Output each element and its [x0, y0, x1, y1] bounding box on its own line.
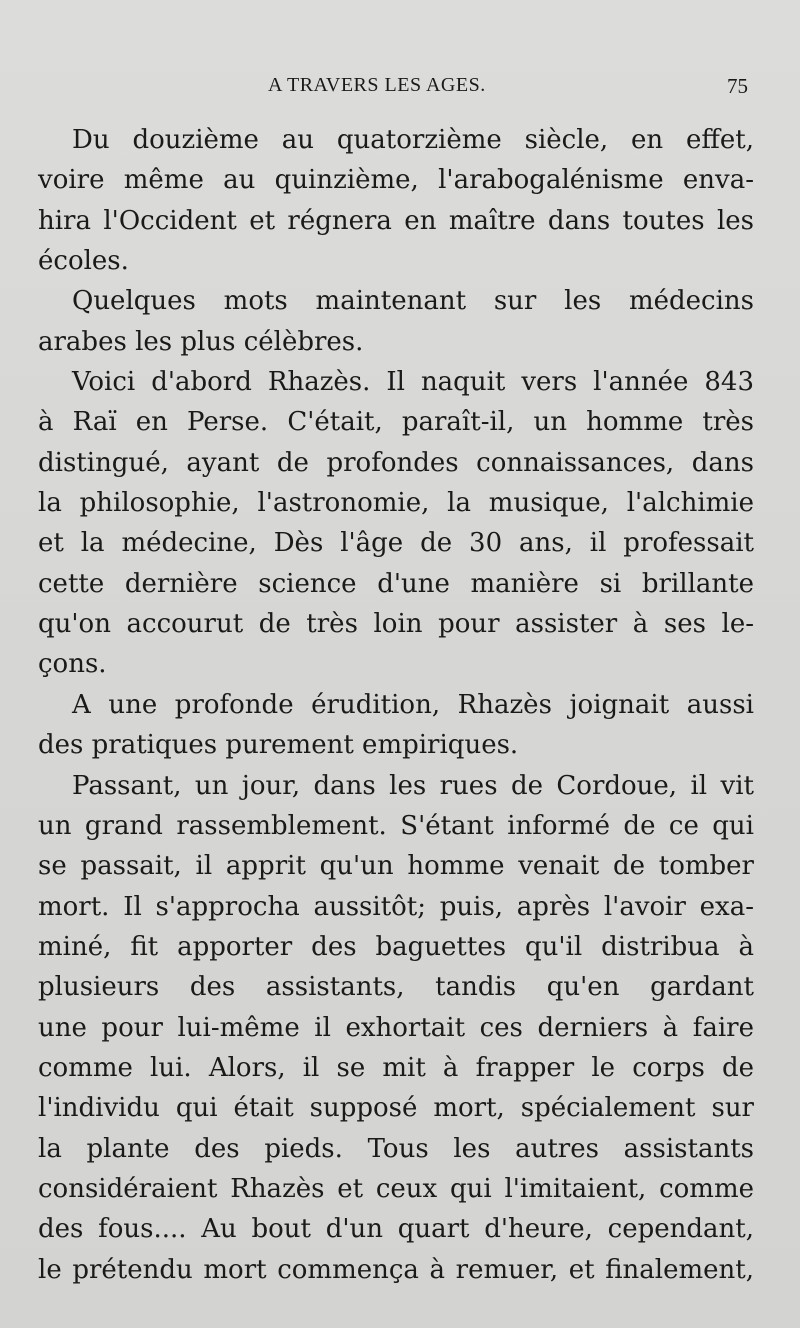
text-line: Voici d'abord Rhazès. Il naquit vers l'année 843: [72, 367, 754, 398]
text-line: Quelques mots maintenant sur les médecins: [72, 286, 754, 317]
running-title: A TRAVERS LES AGES.: [268, 74, 486, 96]
text-line: çons.: [38, 649, 107, 680]
text-line: des fous.... Au bout d'un quart d'heure, cependant,: [38, 1214, 754, 1245]
text-line: A une profonde érudition, Rhazès joignait aussi: [72, 689, 754, 720]
text-line: mort. Il s'approcha aussitôt; puis, après l'avoir exa-: [38, 891, 754, 922]
page-number: 75: [727, 74, 748, 98]
text-line: un grand rassemblement. S'étant informé de ce qui: [38, 810, 754, 841]
text-line: plusieurs des assistants, tandis qu'en gardant: [38, 972, 754, 1003]
text-line: et la médecine, Dès l'âge de 30 ans, il professait: [38, 528, 754, 559]
text-line: à Raï en Perse. C'était, paraît-il, un homme très: [38, 407, 754, 438]
text-line: une pour lui-même il exhortait ces derniers à faire: [38, 1012, 754, 1043]
text-line: considéraient Rhazès et ceux qui l'imitaient, comme: [38, 1173, 754, 1204]
text-line: Passant, un jour, dans les rues de Cordoue, il vit: [72, 770, 754, 801]
text-line: cette dernière science d'une manière si brillante: [38, 568, 754, 599]
text-line: qu'on accourut de très loin pour assister à ses le-: [38, 609, 754, 640]
text-line: la philosophie, l'astronomie, la musique, l'alchimie: [38, 488, 754, 519]
text-line: se passait, il apprit qu'un homme venait de tomber: [38, 851, 754, 882]
text-line: arabes les plus célèbres.: [38, 326, 364, 357]
text-line: la plante des pieds. Tous les autres assistants: [38, 1133, 754, 1164]
running-head: [0, 74, 800, 104]
text-line: écoles.: [38, 246, 129, 277]
text-line: voire même au quinzième, l'arabogalénisme enva-: [38, 165, 754, 196]
body-text: [38, 120, 754, 1290]
text-line: comme lui. Alors, il se mit à frapper le corps de: [38, 1052, 754, 1083]
text-line: l'individu qui était supposé mort, spécialement sur: [38, 1093, 754, 1124]
text-line: des pratiques purement empiriques.: [38, 730, 519, 761]
text-line: miné, fit apporter des baguettes qu'il distribua à: [38, 931, 754, 962]
text-line: hira l'Occident et régnera en maître dans toutes les: [38, 205, 754, 236]
text-line: distingué, ayant de profondes connaissances, dans: [38, 447, 754, 478]
text-line: le prétendu mort commença à remuer, et finalement,: [38, 1254, 754, 1285]
text-line: Du douzième au quatorzième siècle, en effet,: [72, 125, 754, 155]
